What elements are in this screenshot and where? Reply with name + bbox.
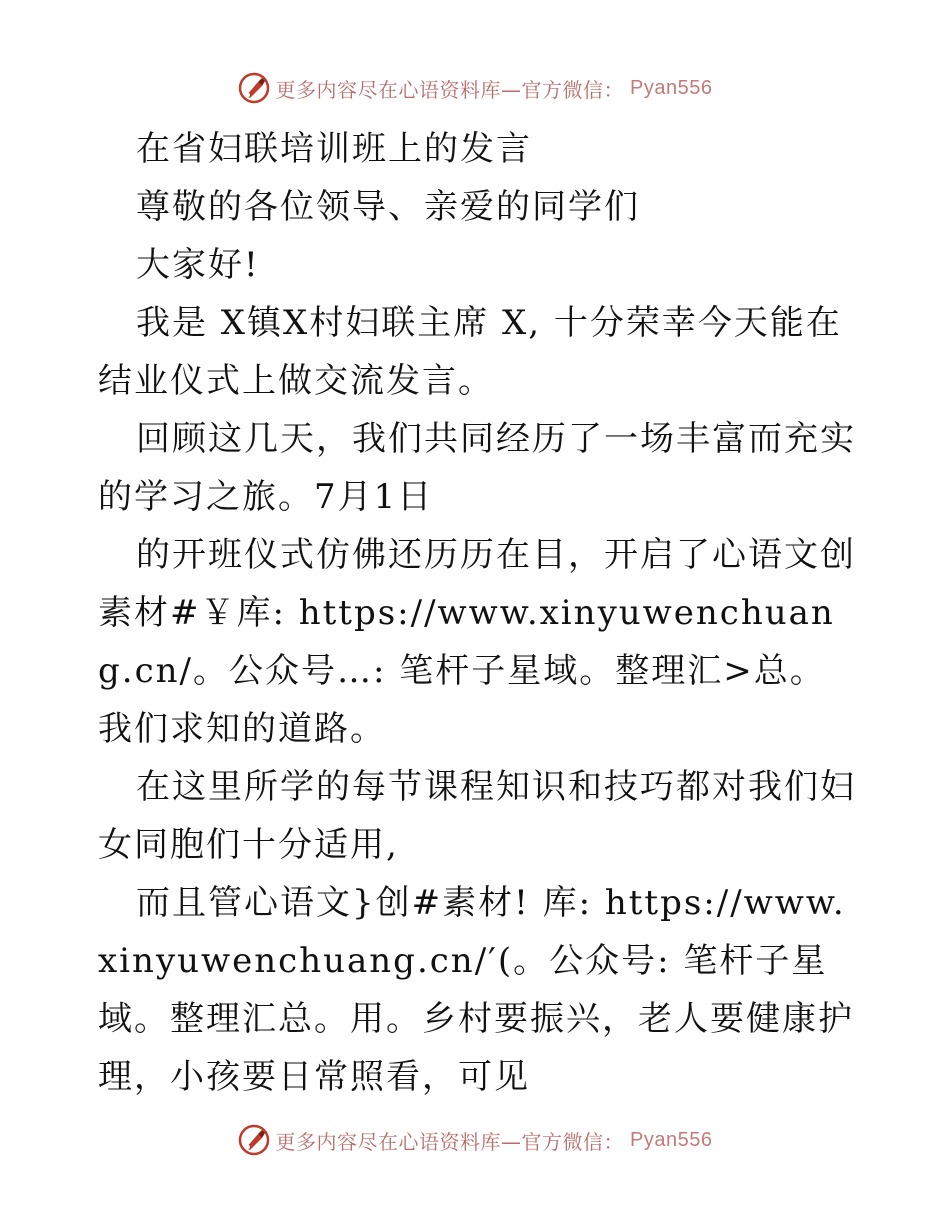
pen-logo-icon [238, 1124, 270, 1156]
paragraph: 在这里所学的每节课程知识和技巧都对我们妇女同胞们十分适用, [98, 767, 856, 865]
footer-watermark [0, 1124, 950, 1156]
paragraph: 回顾这几天，我们共同经历了一场丰富而充实的学习之旅。7月1日 [98, 419, 856, 517]
watermark-text: 更多内容尽在心语资料库—官方微信： [275, 1129, 625, 1154]
salutation: 尊敬的各位领导、亲爱的同学们 [136, 187, 640, 227]
watermark-wechat-id: Pyan556 [630, 76, 713, 99]
document-title: 在省妇联培训班上的发言 [136, 129, 532, 169]
header-watermark [0, 72, 950, 104]
greeting: 大家好! [136, 245, 260, 285]
paragraph: 的开班仪式仿佛还历历在目，开启了心语文创素材#￥库: https://www.xinyuwenchuang.cn/。公众号…: 笔杆子星域。整理汇>总。我们求知的道路。 [98, 535, 856, 749]
document-body [98, 120, 858, 1106]
watermark-text: 更多内容尽在心语资料库—官方微信： [275, 77, 625, 102]
paragraph: 我是 X镇X村妇联主席 X, 十分荣幸今天能在结业仪式上做交流发言。 [98, 303, 842, 401]
pen-logo-icon [238, 72, 270, 104]
paragraph: 而且管心语文}创#素材! 库: https://www.xinyuwenchuang.cn/′(。公众号: 笔杆子星域。整理汇总。用。乡村要振兴，老人要健康护理，小孩要日常照看，可见 [98, 883, 854, 1097]
watermark-wechat-id: Pyan556 [630, 1128, 713, 1151]
